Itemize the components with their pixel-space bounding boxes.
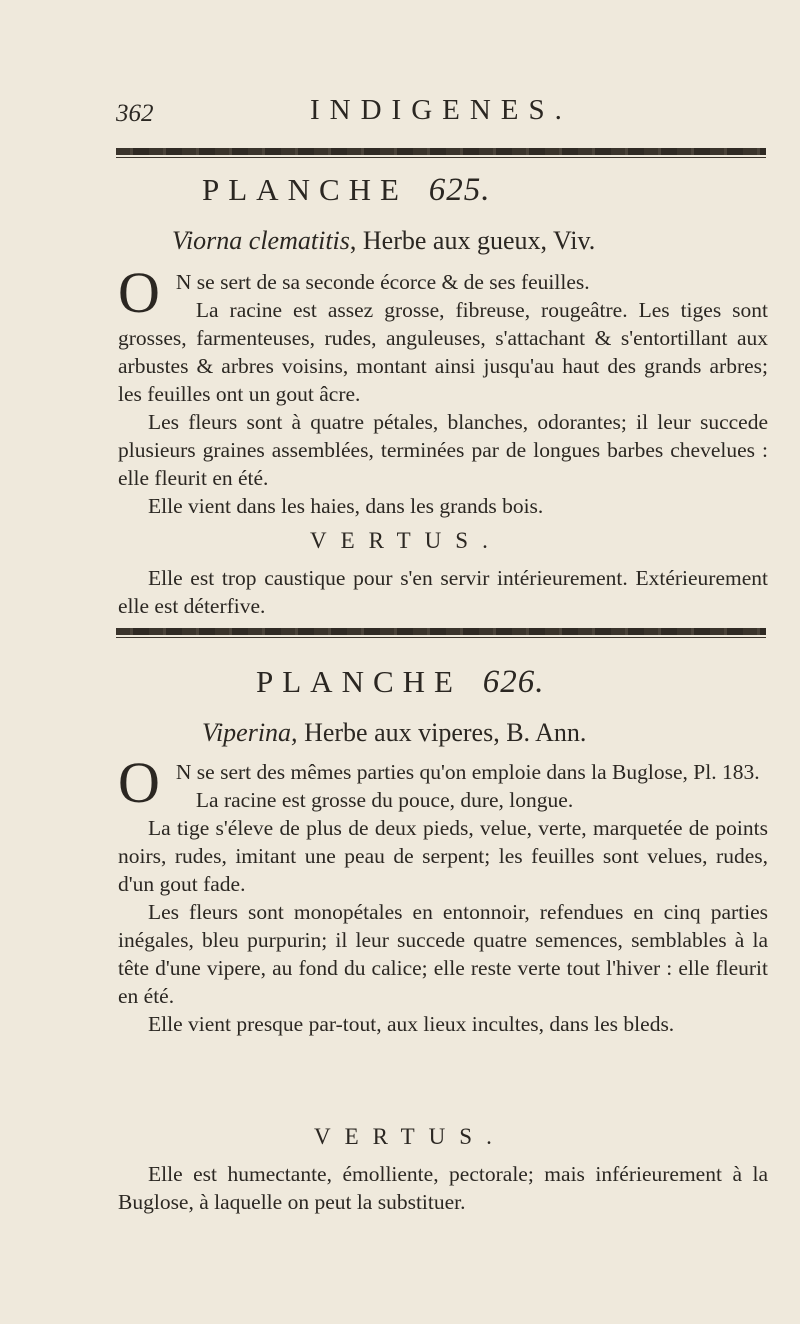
description-625 <box>118 260 768 520</box>
vertus-heading-626: VERTUS. <box>314 1124 506 1149</box>
description-626 <box>118 750 768 1038</box>
paragraph: La racine est grosse du pouce, dure, longue. <box>195 788 574 812</box>
ornamental-rule <box>116 628 766 635</box>
page-header <box>116 94 776 134</box>
paragraph: Elle est humectante, émolliente, pectorale; mais inférieurement à la Buglose, à laquelle on peut la substituer. <box>118 1162 768 1214</box>
drop-cap: O <box>118 260 160 325</box>
common-name: , Herbe aux gueux, Viv. <box>349 226 596 255</box>
ornamental-rule <box>116 148 766 155</box>
vertus-text-625 <box>118 564 768 620</box>
common-name: Herbe aux viperes, B. Ann. <box>297 718 587 747</box>
first-line: N se sert des mêmes parties qu'on emploie dans la Buglose, Pl. 183. <box>175 760 760 784</box>
plate-number: 625. <box>428 172 491 208</box>
paragraph: Elle vient presque par-tout, aux lieux incultes, dans les bleds. <box>148 1012 675 1036</box>
drop-cap: O <box>118 750 160 815</box>
plate-heading-626 <box>256 664 544 701</box>
paragraph: Elle est trop caustique pour s'en servir intérieurement. Extérieurement elle est déterfive. <box>118 566 768 618</box>
vertus-text-626 <box>118 1160 768 1216</box>
paragraph: Elle vient dans les haies, dans les grands bois. <box>148 494 544 518</box>
plant-name-625 <box>172 226 595 256</box>
running-title: INDIGENES. <box>310 94 572 126</box>
plant-name-626 <box>202 718 586 748</box>
first-paragraph <box>118 260 768 325</box>
plate-number: 626. <box>482 664 545 700</box>
paragraph: La racine est assez grosse, fibreuse, rougeâtre. Les tiges sont grosses, farmenteuses, rudes, anguleuses, s'attachant & s'entortillant aux arbustes & arbres voisins, montant ainsi jusqu'au haut des grands arbres; les feuilles ont un gout âcre. <box>118 298 768 406</box>
paragraph: Les fleurs sont à quatre pétales, blanches, odorantes; il leur succede plusieurs graines assemblées, terminées par de longues barbes chevelues : elle fleurit en été. <box>118 410 768 490</box>
latin-name: Viperina, <box>202 718 298 747</box>
page-number: 362 <box>116 100 154 127</box>
paragraph: La tige s'éleve de plus de deux pieds, velue, verte, marquetée de points noirs, rudes, imitant une peau de serpent; les feuilles sont velues, rudes, d'un gout fade. <box>118 816 768 896</box>
plate-label: PLANCHE <box>256 664 462 699</box>
paragraph: Les fleurs sont monopétales en entonnoir, refendues en cinq parties inégales, bleu purpurin; il leur succede quatre semences, semblables à la tête d'une vipere, au fond du calice; elle reste verte tout l'hiver : elle fleurit en été. <box>118 900 768 1008</box>
first-line: N se sert de sa seconde écorce & de ses feuilles. <box>175 270 590 294</box>
latin-name: Viorna clematitis <box>172 226 350 255</box>
plate-heading-625 <box>202 172 490 209</box>
vertus-heading-625: VERTUS. <box>310 528 502 553</box>
plate-label: PLANCHE <box>202 172 408 207</box>
